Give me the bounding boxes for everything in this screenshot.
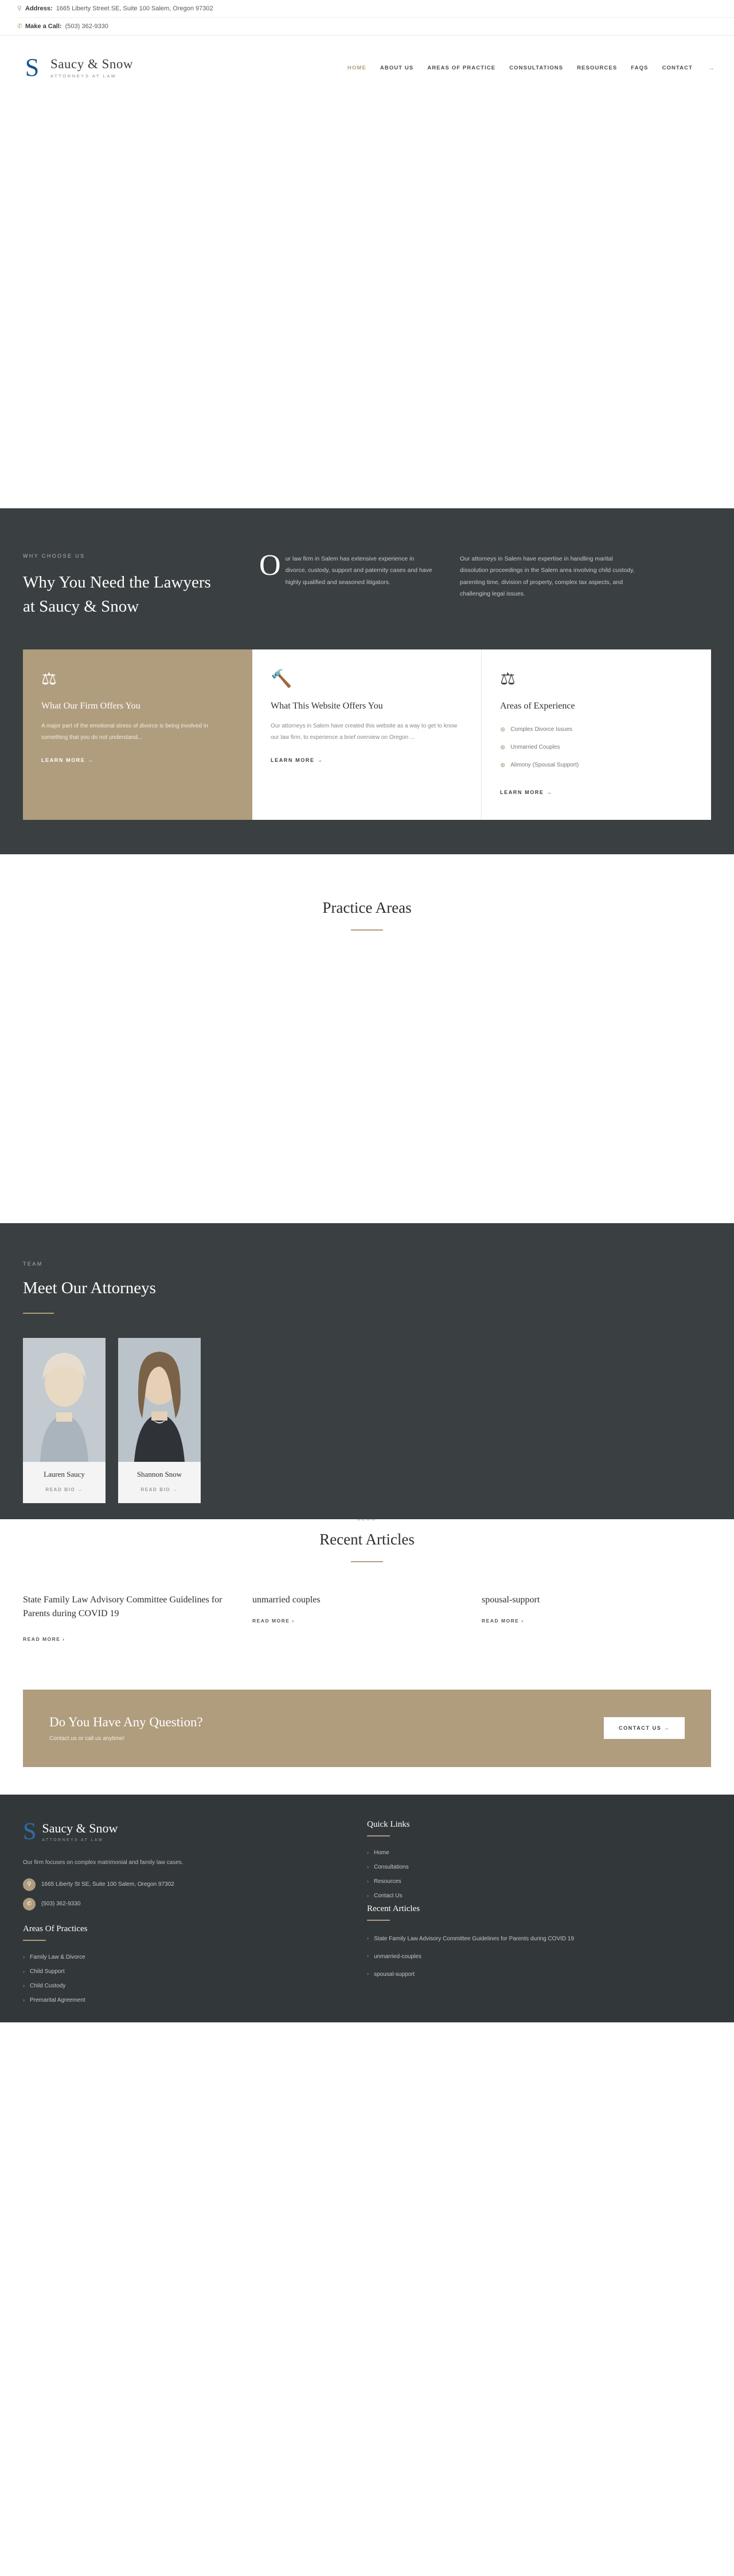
address-value: 1665 Liberty Street SE, Suite 100 Salem, Oregon 97302 xyxy=(56,5,213,12)
footer-link[interactable]: Child Custody xyxy=(30,1982,66,1989)
blog-posts-grid xyxy=(0,1562,734,1644)
phone-icon: ✆ xyxy=(23,1898,36,1910)
check-circle-icon: ⊕ xyxy=(500,726,506,734)
list-item[interactable] xyxy=(367,1846,688,1860)
scales-of-justice-icon: ⚖ xyxy=(41,670,57,689)
list-item[interactable] xyxy=(23,1993,338,2007)
footer-link[interactable]: Child Support xyxy=(30,1968,65,1975)
nav-item-resources[interactable]: RESOURCES xyxy=(577,64,618,71)
footer-divider xyxy=(367,1920,390,1921)
blog-post-card[interactable] xyxy=(252,1593,482,1644)
portrait-illustration-icon xyxy=(23,1338,106,1462)
team-eyebrow: TEAM xyxy=(23,1261,43,1267)
logo-title: Saucy & Snow xyxy=(50,56,133,71)
cta-title: Do You Have Any Question? xyxy=(49,1714,203,1729)
list-item[interactable] xyxy=(367,1966,688,1983)
chevron-right-icon: › xyxy=(23,1997,25,2003)
call-label: Make a Call: xyxy=(25,22,62,30)
areas-of-experience-list xyxy=(500,721,693,774)
feature-card-website-offers[interactable] xyxy=(252,649,482,820)
footer-recent-list xyxy=(367,1930,688,1983)
why-column-2-text: Our attorneys in Salem have expertise in handling marital dissolution proceedings in the Salem area involving child custody, parenting time, division of property, complex tax aspects, and challenging legal issues. xyxy=(460,555,635,598)
chevron-right-icon: › xyxy=(367,1970,369,1976)
footer-phone[interactable]: (503) 362-9330 xyxy=(41,1901,81,1908)
chevron-right-icon: › xyxy=(367,1893,369,1899)
why-column-1 xyxy=(247,549,447,618)
footer-link[interactable]: Contact Us xyxy=(374,1892,403,1899)
blog-post-title: unmarried couples xyxy=(252,1594,321,1605)
why-eyebrow: WHY CHOOSE US xyxy=(23,553,85,559)
nav-item-faqs[interactable]: FAQS xyxy=(631,64,649,71)
arrow-right-icon: → xyxy=(708,64,715,72)
check-circle-icon: ⊕ xyxy=(500,744,506,752)
cta-subtitle: Contact us or call us anytime! xyxy=(49,1735,125,1742)
nav-item-areas-of-practice[interactable]: AREAS OF PRACTICE xyxy=(427,64,496,71)
topbar-address-row xyxy=(17,0,734,18)
logo-monogram-icon: S xyxy=(23,1818,37,1845)
footer-practices-list xyxy=(23,1950,338,2007)
blog-title: Recent Articles xyxy=(319,1530,415,1548)
list-item[interactable] xyxy=(23,1979,338,1993)
contact-us-button[interactable]: CONTACT US → xyxy=(604,1717,685,1739)
why-title: Why You Need the Lawyers at Saucy & Snow xyxy=(23,573,211,616)
list-item[interactable] xyxy=(367,1874,688,1889)
list-item[interactable] xyxy=(23,1964,338,1979)
site-logo[interactable] xyxy=(19,53,133,83)
footer-phone-row[interactable] xyxy=(23,1898,338,1910)
list-item[interactable] xyxy=(23,1950,338,1964)
call-value[interactable]: (503) 362-9330 xyxy=(65,22,108,30)
feature-card-learn-more-link[interactable]: LEARN MORE → xyxy=(271,757,323,764)
footer-quicklinks-heading: Quick Links xyxy=(367,1819,410,1829)
chevron-right-icon: › xyxy=(367,1935,369,1941)
footer-logo-subtitle: ATTORNEYS AT LAW xyxy=(42,1838,104,1843)
avatar xyxy=(23,1338,106,1462)
feature-card-firm-offers[interactable] xyxy=(23,649,252,820)
blog-post-card[interactable] xyxy=(23,1593,252,1644)
footer-description: Our firm focuses on complex matrimonial and family law cases. xyxy=(23,1859,184,1866)
read-more-link[interactable]: READ MORE › xyxy=(482,1617,524,1624)
practice-areas-section xyxy=(0,854,734,1223)
footer-link[interactable]: State Family Law Advisory Committee Guidelines for Parents during COVID 19 xyxy=(374,1935,575,1942)
footer-link[interactable]: spousal-support xyxy=(374,1971,415,1978)
cta-spacer xyxy=(0,1767,734,1795)
chevron-right-icon: › xyxy=(367,1952,369,1959)
footer-link[interactable]: Premarital Agreement xyxy=(30,1997,85,2003)
team-member-card[interactable] xyxy=(118,1338,201,1503)
team-title: Meet Our Attorneys xyxy=(23,1279,156,1298)
footer-logo[interactable] xyxy=(23,1820,338,1844)
gavel-icon: 🔨 xyxy=(271,670,292,689)
footer-address-row xyxy=(23,1878,338,1891)
list-item[interactable] xyxy=(500,756,693,774)
nav-item-home[interactable]: HOME xyxy=(347,64,366,71)
list-item[interactable] xyxy=(367,1948,688,1966)
chevron-right-icon: › xyxy=(367,1850,369,1856)
feature-card-areas-of-experience[interactable] xyxy=(482,649,711,820)
cta-banner xyxy=(23,1690,711,1767)
chevron-right-icon: › xyxy=(367,1878,369,1885)
check-circle-icon: ⊕ xyxy=(500,762,506,769)
hero-banner xyxy=(0,100,734,508)
address-label: Address: xyxy=(25,5,53,12)
footer-link[interactable]: Home xyxy=(374,1849,389,1856)
feature-card-title: What Our Firm Offers You xyxy=(41,701,140,711)
logo-subtitle: ATTORNEYS AT LAW xyxy=(50,73,117,79)
blog-post-card[interactable] xyxy=(482,1593,711,1644)
footer-logo-title: Saucy & Snow xyxy=(42,1821,118,1836)
main-navigation xyxy=(348,64,715,72)
balance-scale-icon: ⚖ xyxy=(500,670,516,689)
list-item[interactable] xyxy=(367,1889,688,1903)
phone-icon: ✆ xyxy=(17,23,23,30)
footer-quicklinks-list xyxy=(367,1846,688,1903)
portrait-illustration-icon xyxy=(118,1338,201,1462)
chevron-right-icon: › xyxy=(23,1968,25,1975)
footer-link[interactable]: Resources xyxy=(374,1878,401,1885)
team-member-name: Shannon Snow xyxy=(136,1469,182,1478)
feature-card-text: A major part of the emotional stress of divorce is being involved in something that you do not understand... xyxy=(41,723,208,741)
nav-item-contact[interactable]: CONTACT xyxy=(662,64,693,71)
chevron-right-icon: › xyxy=(23,1983,25,1989)
list-item-label: Unmarried Couples xyxy=(510,744,560,751)
nav-item-consultations[interactable]: CONSULTATIONS xyxy=(509,64,564,71)
read-bio-link[interactable]: READ BIO → xyxy=(140,1487,178,1492)
footer-practices-heading: Areas Of Practices xyxy=(23,1924,88,1933)
footer-recent-heading: Recent Articles xyxy=(367,1904,420,1913)
footer-divider xyxy=(367,1835,390,1836)
list-item-label: Alimony (Spousal Support) xyxy=(510,762,579,769)
practice-areas-content xyxy=(0,931,734,1223)
read-more-link[interactable]: READ MORE › xyxy=(23,1636,65,1642)
read-more-link[interactable]: READ MORE › xyxy=(252,1617,295,1624)
chevron-right-icon: › xyxy=(367,1864,369,1870)
footer-link[interactable]: unmarried-couples xyxy=(374,1953,421,1960)
chevron-right-icon: › xyxy=(23,1954,25,1960)
logo-monogram-icon: S xyxy=(25,53,40,81)
team-members-grid xyxy=(0,1314,734,1503)
nav-item-about-us[interactable]: ABOUT US xyxy=(380,64,414,71)
read-bio-link[interactable]: READ BIO → xyxy=(45,1487,83,1492)
team-member-name: Lauren Saucy xyxy=(44,1469,85,1478)
top-info-bar xyxy=(0,0,734,36)
feature-card-title: What This Website Offers You xyxy=(271,701,383,711)
location-pin-icon: ⚲ xyxy=(17,5,22,13)
footer-divider xyxy=(23,1940,46,1941)
feature-cards xyxy=(0,649,734,820)
avatar xyxy=(118,1338,201,1462)
list-item[interactable] xyxy=(500,738,693,756)
site-footer xyxy=(0,1795,734,2022)
list-item[interactable] xyxy=(500,721,693,738)
why-column-2 xyxy=(447,553,648,618)
footer-address: 1665 Liberty St SE, Suite 100 Salem, Oregon 97302 xyxy=(41,1881,174,1888)
why-column-1-text: ur law firm in Salem has extensive experience in divorce, custody, support and paternity cases and have highly qualified and seasoned litigators. xyxy=(285,555,432,586)
feature-card-title: Areas of Experience xyxy=(500,701,575,711)
blog-post-title: State Family Law Advisory Committee Guidelines for Parents during COVID 19 xyxy=(23,1594,222,1618)
footer-link[interactable]: Family Law & Divorce xyxy=(30,1954,85,1960)
team-section xyxy=(0,1223,734,1519)
list-item[interactable] xyxy=(367,1860,688,1874)
location-pin-icon: ⚲ xyxy=(23,1878,36,1891)
footer-link[interactable]: Consultations xyxy=(374,1863,409,1870)
practice-areas-title: Practice Areas xyxy=(322,899,412,917)
site-header xyxy=(0,36,734,100)
dropcap-letter: O xyxy=(259,549,281,582)
topbar-phone-row[interactable] xyxy=(17,18,734,35)
why-choose-us-section xyxy=(0,508,734,854)
list-item[interactable] xyxy=(367,1930,688,1948)
blog-post-title: spousal-support xyxy=(482,1594,540,1605)
list-item-label: Complex Divorce Issues xyxy=(510,726,573,733)
team-member-card[interactable] xyxy=(23,1338,106,1503)
feature-card-text: Our attorneys in Salem have created this website as a way to get to know our law firm, to experience a brief overview on Oregon ... xyxy=(271,723,458,741)
feature-card-learn-more-link[interactable]: LEARN MORE → xyxy=(41,757,94,764)
feature-card-learn-more-link[interactable]: LEARN MORE → xyxy=(500,789,553,796)
